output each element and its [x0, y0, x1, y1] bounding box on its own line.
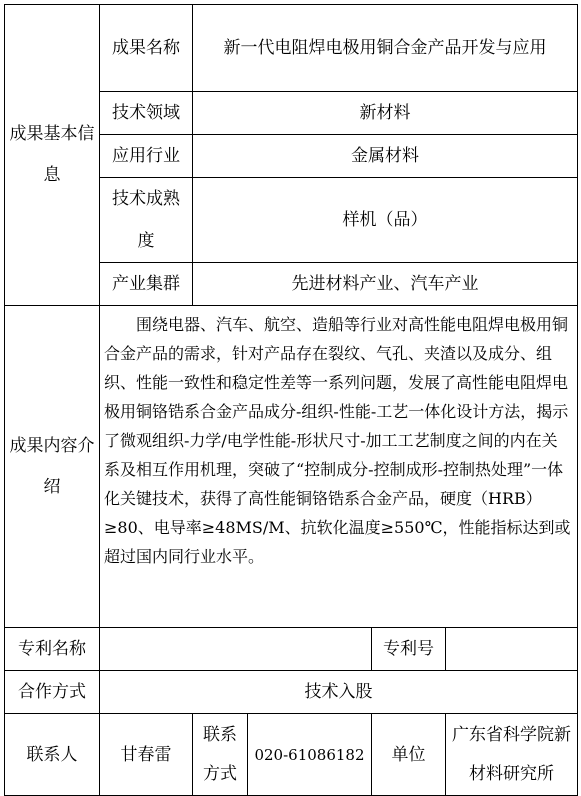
patent-number-value: [446, 628, 578, 671]
content-description: 围绕电器、汽车、航空、造船等行业对高性能电阻焊电极用铜合金产品的需求，针对产品存在裂纹、气孔、夹渣以及成分、组织、性能一致性和稳定性差等一系列问题，发展了高性能电阻焊电极用铜铬锆系合金产品成分-组织-性能-工艺一体化设计方法，揭示了微观组织-力学/电学性能-形状尺寸-加工工艺制度之间的内在关系及相互作用机理，突破了“控制成分-控制成形-控制热处理”一体化关键技术，获得了高性能铜铬锆系合金产品，硬度（HRB）≥80、电导率≥48MS/M、抗软化温度≥550℃，性能指标达到或超过国内同行业水平。: [100, 306, 578, 628]
row-achievement-name: [5, 5, 578, 92]
content-section-label: 成果内容介绍: [5, 306, 100, 628]
row-content: [5, 306, 578, 628]
row-contact: [5, 714, 578, 796]
achievement-name-label: 成果名称: [100, 5, 193, 92]
achievement-name-value: 新一代电阻焊电极用铜合金产品开发与应用: [193, 5, 578, 92]
unit-value: 广东省科学院新材料研究所: [446, 714, 578, 796]
unit-label: 单位: [372, 714, 446, 796]
tech-field-label: 技术领域: [100, 92, 193, 135]
industry-cluster-value: 先进材料产业、汽车产业: [193, 263, 578, 306]
maturity-label: 技术成熟度: [100, 178, 193, 263]
row-patent: [5, 628, 578, 671]
patent-name-value: [100, 628, 372, 671]
contact-phone: 020-61086182: [248, 714, 372, 796]
contact-person-label: 联系人: [5, 714, 100, 796]
contact-method-label: 联系方式: [193, 714, 248, 796]
achievement-form: [4, 4, 578, 796]
patent-number-label: 专利号: [372, 628, 446, 671]
maturity-value: 样机（品）: [193, 178, 578, 263]
industry-cluster-label: 产业集群: [100, 263, 193, 306]
tech-field-value: 新材料: [193, 92, 578, 135]
cooperation-label: 合作方式: [5, 671, 100, 714]
contact-person-value: 甘春雷: [100, 714, 193, 796]
row-cooperation: [5, 671, 578, 714]
industry-label: 应用行业: [100, 135, 193, 178]
basic-info-section-label: 成果基本信息: [5, 5, 100, 306]
industry-value: 金属材料: [193, 135, 578, 178]
patent-name-label: 专利名称: [5, 628, 100, 671]
cooperation-value: 技术入股: [100, 671, 578, 714]
